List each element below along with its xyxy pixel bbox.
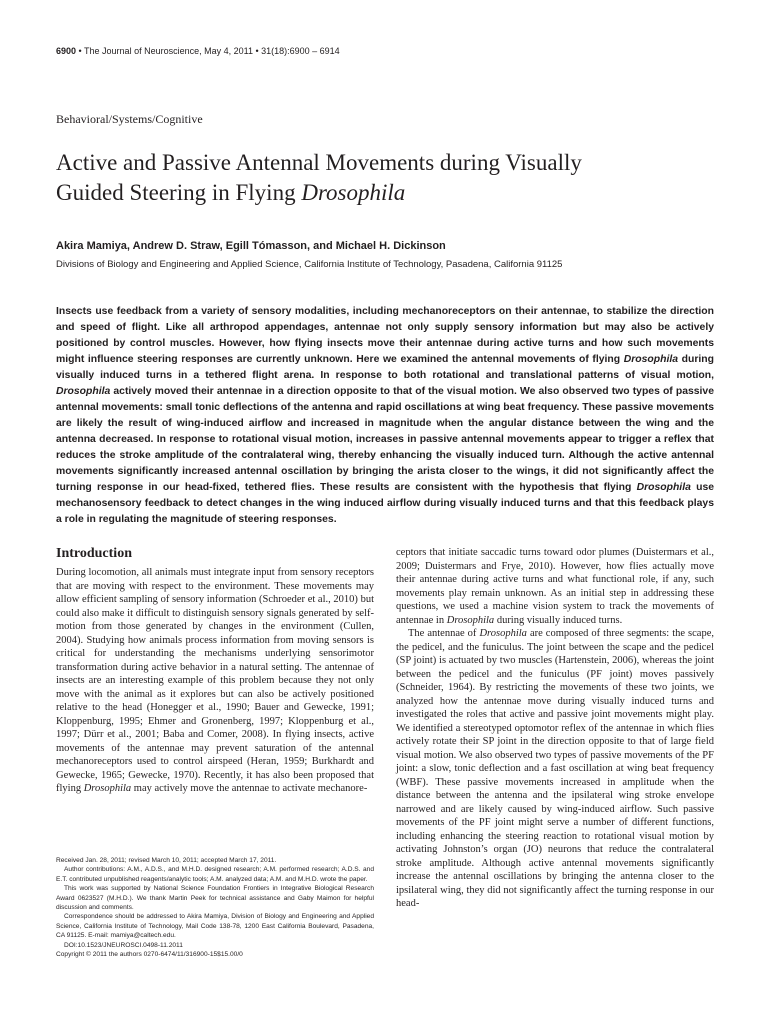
- intro-r2-italic: Drosophila: [479, 628, 527, 639]
- article-title: [56, 148, 736, 208]
- footnote-doi: DOI:10.1523/JNEUROSCI.0498-11.2011: [64, 941, 183, 949]
- abstract-italic-3: Drosophila: [636, 482, 691, 493]
- intro-p1-text-end: may actively move the antennae to activate mechanore-: [131, 783, 368, 794]
- title-line-1: Active and Passive Antennal Movements during Visually: [56, 150, 582, 175]
- intro-p1-text: During locomotion, all animals must integrate input from sensory receptors that are moving with respect to the environment. These movements may allow efficient sampling of sensory information (Schroeder et al., 2010) but could also make it difficult to distinguish sensory signals generated by self-motion from those generated by changes in the environment (Cullen, 2004). Studying how animals process information from moving sensors is critical for understanding the mechanisms underlying sensorimotor transformation during active behavior in a natural setting. The antennae of insects are an interesting example of this problem because they not only move with the animal as it explores but can also be actively positioned relative to the head (Honegger et al., 1990; Bauer and Gewecke, 1991; Kloppenburg, 1995; Ehmer and Gronenberg, 1997; Kloppenburg et al., 1997; Dürr et al., 2001; Baba and Comer, 2008). In flying insects, active movements of the antennae may prevent saturation of the antennal mechanoreceptors used to control airspeed (Heran, 1959; Burkhardt and Gewecke, 1965; Gewecke, 1970). Recently, it has also been proposed that flying: [56, 567, 374, 794]
- section-tag: Behavioral/Systems/Cognitive: [56, 112, 203, 126]
- intro-p1-italic: Drosophila: [83, 783, 132, 794]
- intro-r1-text-end: during visually induced turns.: [494, 614, 623, 626]
- footnotes: [56, 856, 374, 959]
- affiliation: Divisions of Biology and Engineering and Applied Science, California Institute of Technology, Pasadena, California 91125: [56, 259, 563, 270]
- running-header: [56, 46, 736, 56]
- intro-r2-text-end: are composed of three segments: the scape, the pedicel, and the funiculus. The joint between the scape and the pedicel (SP joint) is actuated by two muscles (Hartenstein, 2006), whereas the joint between the pedicel and the funiculus (PF joint) moves passively (Schneider, 1964). By restricting the movements of these two joints, we analyzed how the antennae move during visually induced turns and investigated the roles that active and passive joint movements might play. We identified a stereotyped optomotor reflex of the antennae in which flies actively rotate their SP joint in the direction opposite to that of large field visual motion. We also observed two types of passive movements of the PF joint: a slow, tonic deflection and a fast oscillation at wing beat frequency (WBF). These passive movements increased in amplitude when the distance between the antenna and the ipsilateral wing stroke envelope narrowed and are likely caused by wing-induced airflow. Such passive movements of the PF joint might serve a number of different functions, including enhancing the steering reaction to rotational visual motion by activating Johnston’s organ (JO) neurons that reduce the contralateral stroke amplitude. Although active antennal movements significantly increase the antennal oscillations by bringing the antenna closer to the ipsilateral wing, they did not significantly affect the turning response in our head-: [396, 628, 714, 909]
- intro-paragraph-1-continued: [396, 546, 714, 627]
- footnote-contributions: Author contributions: A.M., A.D.S., and M.H.D. designed research; A.M. performed research; A.D.S. and E.T. contributed unpublished reagents/analytic tools; A.M. analyzed data; A.M. and M.H.D. wrote the paper.: [56, 866, 374, 883]
- left-column: [56, 546, 374, 796]
- intro-paragraph-1: [56, 566, 374, 796]
- title-line-2: Guided Steering in Flying: [56, 180, 302, 205]
- abstract-text-4: use mechanosensory feedback to detect changes in the wing induced airflow during visually induced turns and that this feedback plays a role in regulating the magnitude of steering responses.: [56, 482, 714, 525]
- intro-r2-text: The antennae of: [408, 628, 480, 639]
- journal-citation: • The Journal of Neuroscience, May 4, 2011 • 31(18):6900 – 6914: [78, 46, 340, 56]
- footnote-correspondence: Correspondence should be addressed to Akira Mamiya, Division of Biology and Engineering and Applied Science, California Institute of Technology, Mail Code 138-78, 1200 East California Boulevard, Pasadena, CA 91125. E-mail: mamiya@caltech.edu.: [56, 913, 374, 940]
- abstract-text-1: Insects use feedback from a variety of sensory modalities, including mechanoreceptors on their antennae, to stabilize the direction and speed of flight. Like all arthropod appendages, antennae not only supply sensory information but may also be actively positioned by control muscles. However, how flying insects move their antennae during active turns and how such movements might influence steering responses are currently unknown. Here we examined the antennal movements of flying: [56, 306, 714, 365]
- intro-r1-text: ceptors that initiate saccadic turns toward odor plumes (Duistermars et al., 2009; Duistermars and Frye, 2010). However, how flies actually move their antennae during active turns and what functional role, if any, such movements play remain unknown. As an initial step in addressing these questions, we used a machine vision system to track the movements of antennae in: [396, 547, 714, 626]
- intro-paragraph-2: [396, 627, 714, 911]
- introduction-heading: Introduction: [56, 546, 132, 561]
- footnote-received: Received Jan. 28, 2011; revised March 10, 2011; accepted March 17, 2011.: [56, 857, 277, 864]
- abstract-text-3: actively moved their antennae in a direction opposite to that of the visual motion. We also observed two types of passive antennal movements: small tonic deflections of the antenna and rapid oscillations at wing beat frequency. These passive movements are likely the result of wing-induced airflow and increased in magnitude when the angular distance between the wing and the antenna decreased. In response to rotational visual motion, increases in passive antennal movements appear to trigger a reflex that reduces the stroke amplitude of the contralateral wing, thereby enhancing the visually induced turn. Although the active antennal movements significantly increased antennal oscillation by bringing the arista closer to the wings, it did not significantly affect the turning response in our head-fixed, tethered flies. These results are consistent with the hypothesis that flying: [56, 386, 714, 493]
- abstract: [56, 304, 714, 528]
- author-list: Akira Mamiya, Andrew D. Straw, Egill Tómasson, and Michael H. Dickinson: [56, 240, 446, 252]
- title-italic-species: Drosophila: [301, 180, 406, 205]
- right-column: [396, 546, 714, 911]
- footnote-copyright: Copyright © 2011 the authors 0270-6474/11/316900-15$15.00/0: [56, 951, 243, 959]
- abstract-italic-2: Drosophila: [56, 386, 111, 397]
- intro-r1-italic: Drosophila: [446, 614, 495, 626]
- abstract-text-2: during visually induced turns in a tethered flight arena. In response to both rotational and translational patterns of visual motion,: [56, 354, 714, 381]
- footnote-funding: This work was supported by National Science Foundation Frontiers in Integrative Biological Research Award 0623527 (M.H.D.). We thank Martin Peek for technical assistance and Gaby Maimon for helpful discussion and comments.: [56, 885, 374, 912]
- abstract-italic-1: Drosophila: [623, 354, 679, 365]
- page-number: 6900: [56, 46, 77, 56]
